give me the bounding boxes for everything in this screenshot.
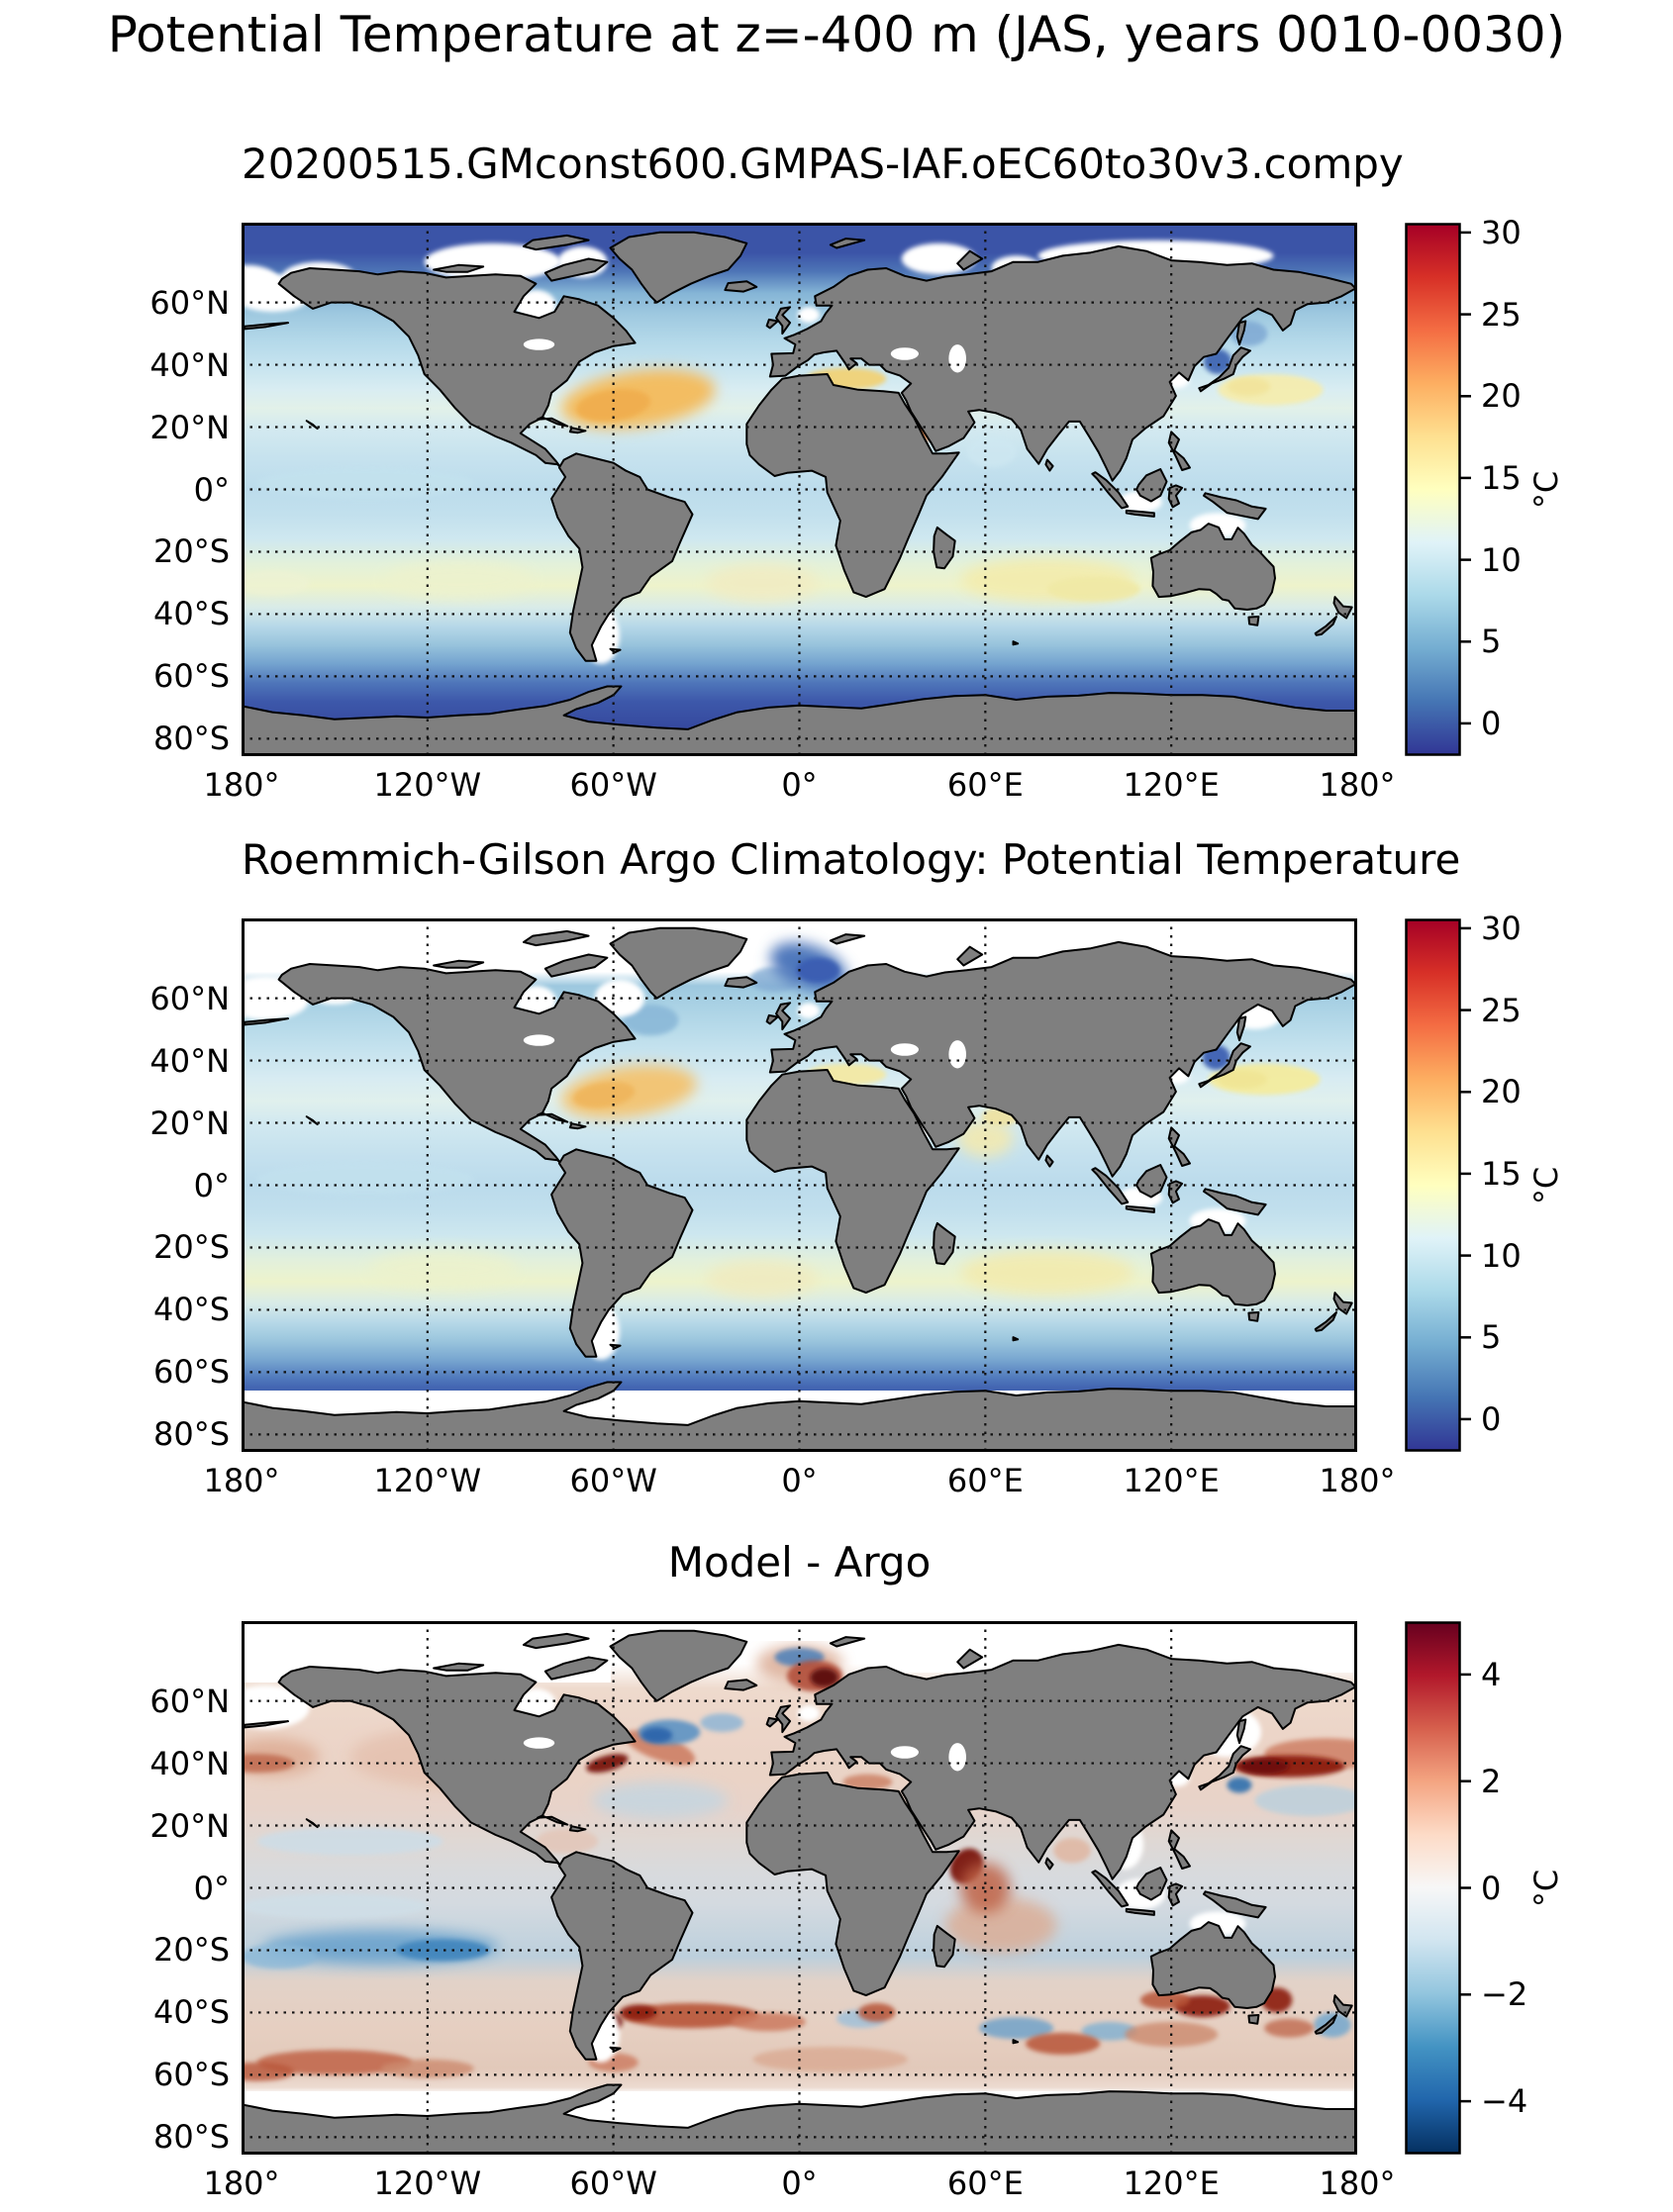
colorbar-tick-label: 15 — [1481, 458, 1522, 497]
y-tick-label: 40°N — [149, 345, 230, 384]
y-tick-label: 20°N — [149, 408, 230, 446]
colorbar-tick-label: 4 — [1481, 1655, 1502, 1693]
x-tick-label: 0° — [781, 766, 818, 804]
x-tick-label: 60°W — [569, 2164, 657, 2202]
map-argo — [242, 918, 1357, 1452]
colorbar-tick-label: 10 — [1481, 1236, 1522, 1275]
colorbar-tick-label: 25 — [1481, 295, 1522, 334]
y-tick-label: 60°N — [149, 283, 230, 322]
x-tick-label: 180° — [203, 2164, 280, 2202]
x-tick-label: 180° — [1319, 2164, 1396, 2202]
x-tick-label: 180° — [203, 766, 280, 804]
colorbar-diff — [1405, 1621, 1474, 2155]
colorbar-tick-label: 30 — [1481, 909, 1522, 947]
colorbar-model — [1405, 223, 1474, 756]
y-tick-label: 20°N — [149, 1104, 230, 1142]
colorbar-tick-label: 2 — [1481, 1762, 1502, 1800]
colorbar-tick-label: 5 — [1481, 623, 1502, 661]
colorbar-tick-label: 20 — [1481, 1073, 1522, 1111]
colorbar-unit-label-diff: °C — [1527, 1869, 1565, 1907]
y-tick-label: 80°S — [152, 1415, 230, 1454]
colorbar-tick-label: 25 — [1481, 991, 1522, 1029]
y-tick-label: 40°S — [152, 1291, 230, 1329]
y-tick-label: 60°S — [152, 1353, 230, 1392]
panel-title-model: 20200515.GMconst600.GMPAS-IAF.oEC60to30v3.compy — [242, 140, 1404, 188]
x-tick-label: 60°E — [946, 1462, 1024, 1499]
colorbar-tick-label: 0 — [1481, 1869, 1502, 1907]
panel-title-argo: Roemmich-Gilson Argo Climatology: Potential Temperature — [242, 835, 1461, 884]
x-tick-label: 120°W — [373, 1462, 482, 1499]
y-tick-label: 40°S — [152, 595, 230, 633]
y-tick-label: 0° — [193, 1869, 230, 1907]
y-tick-label: 20°S — [152, 1931, 230, 1970]
x-tick-label: 120°E — [1123, 2164, 1220, 2202]
x-tick-label: 0° — [781, 2164, 818, 2202]
y-tick-label: 80°S — [152, 2118, 230, 2157]
x-tick-label: 60°W — [569, 766, 657, 804]
x-tick-label: 120°W — [373, 766, 482, 804]
x-tick-label: 120°W — [373, 2164, 482, 2202]
x-tick-label: 180° — [203, 1462, 280, 1499]
y-tick-label: 20°S — [152, 532, 230, 571]
x-tick-label: 120°E — [1123, 1462, 1220, 1499]
colorbar-unit-label-argo: °C — [1527, 1166, 1565, 1204]
y-tick-label: 80°S — [152, 720, 230, 758]
colorbar-argo — [1405, 918, 1474, 1452]
x-tick-label: 60°E — [946, 766, 1024, 804]
x-tick-label: 0° — [781, 1462, 818, 1499]
colorbar-tick-label: 15 — [1481, 1154, 1522, 1193]
x-tick-label: 60°W — [569, 1462, 657, 1499]
y-tick-label: 60°N — [149, 1682, 230, 1720]
colorbar-tick-label: 0 — [1481, 1399, 1502, 1438]
colorbar-unit-label-model: °C — [1527, 470, 1565, 509]
colorbar-tick-label: 0 — [1481, 704, 1502, 742]
y-tick-label: 20°N — [149, 1806, 230, 1845]
panel-title-diff: Model - Argo — [667, 1538, 932, 1587]
map-diff — [242, 1621, 1357, 2155]
y-tick-label: 60°N — [149, 979, 230, 1017]
colorbar-tick-label: 30 — [1481, 213, 1522, 251]
colorbar-tick-label: 5 — [1481, 1318, 1502, 1357]
y-tick-label: 60°S — [152, 657, 230, 696]
y-tick-label: 60°S — [152, 2056, 230, 2094]
y-tick-label: 0° — [193, 470, 230, 509]
colorbar-tick-label: 10 — [1481, 540, 1522, 579]
x-tick-label: 120°E — [1123, 766, 1220, 804]
y-tick-label: 40°S — [152, 1993, 230, 2032]
x-tick-label: 180° — [1319, 766, 1396, 804]
colorbar-tick-label: −4 — [1481, 2082, 1528, 2121]
y-tick-label: 40°N — [149, 1744, 230, 1782]
figure-title: Potential Temperature at z=-400 m (JAS, years 0010-0030) — [107, 6, 1566, 63]
y-tick-label: 20°S — [152, 1228, 230, 1267]
y-tick-label: 40°N — [149, 1041, 230, 1080]
map-model — [242, 223, 1357, 756]
colorbar-tick-label: 20 — [1481, 377, 1522, 416]
y-tick-label: 0° — [193, 1166, 230, 1204]
x-tick-label: 60°E — [946, 2164, 1024, 2202]
colorbar-tick-label: −2 — [1481, 1975, 1528, 2014]
x-tick-label: 180° — [1319, 1462, 1396, 1499]
